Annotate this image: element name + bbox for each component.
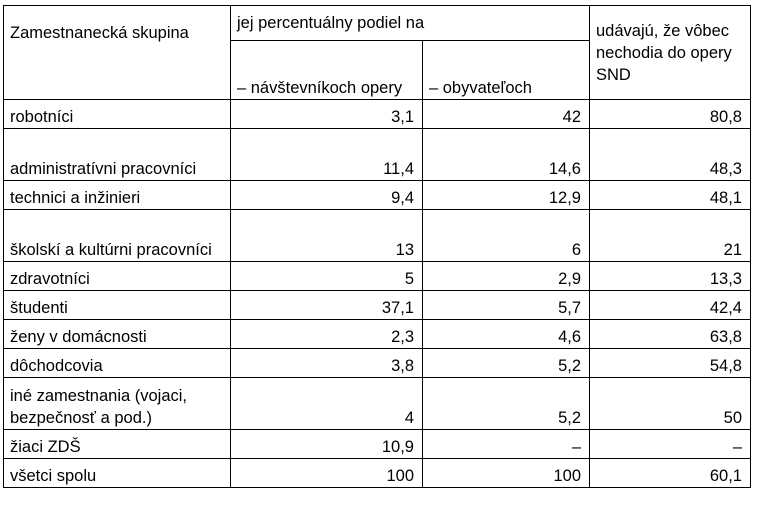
table-row [4,129,751,181]
residents-cell: 14,6 [423,129,590,181]
never-cell: 48,1 [590,181,751,210]
table-row [4,291,751,320]
header-row [4,6,751,41]
residents-cell: 5,2 [423,349,590,378]
table-row [4,430,751,459]
header-never: udávajú, že vôbec nechodia do opery SND [590,6,751,100]
group-cell: iné zamestnania (vojaci, bezpečnosť a pod.) [4,378,231,430]
visitors-cell: 100 [231,459,423,488]
visitors-cell: 3,8 [231,349,423,378]
visitors-cell: 3,1 [231,100,423,129]
never-cell: 80,8 [590,100,751,129]
never-cell: 54,8 [590,349,751,378]
table-row [4,181,751,210]
residents-cell: 4,6 [423,320,590,349]
never-cell: 60,1 [590,459,751,488]
table-row-total [4,459,751,488]
group-cell: žiaci ZDŠ [4,430,231,459]
residents-cell: 100 [423,459,590,488]
table-row [4,320,751,349]
table-row [4,210,751,262]
residents-cell: 12,9 [423,181,590,210]
header-visitors: – návštevníkoch opery [231,41,423,100]
group-cell: všetci spolu [4,459,231,488]
table-row [4,378,751,430]
group-cell: zdravotníci [4,262,231,291]
group-cell: ženy v domácnosti [4,320,231,349]
residents-cell: 5,2 [423,378,590,430]
visitors-cell: 13 [231,210,423,262]
never-cell: 48,3 [590,129,751,181]
table-row [4,349,751,378]
group-cell: školskí a kultúrni pracovníci [4,210,231,262]
never-cell: 21 [590,210,751,262]
residents-cell: 42 [423,100,590,129]
residents-cell: – [423,430,590,459]
visitors-cell: 2,3 [231,320,423,349]
data-table [3,5,751,488]
group-cell: robotníci [4,100,231,129]
residents-cell: 5,7 [423,291,590,320]
group-cell: administratívni pracovníci [4,129,231,181]
visitors-cell: 5 [231,262,423,291]
group-cell: dôchodcovia [4,349,231,378]
never-cell: 50 [590,378,751,430]
visitors-cell: 37,1 [231,291,423,320]
header-residents: – obyvateľoch [423,41,590,100]
visitors-cell: 11,4 [231,129,423,181]
visitors-cell: 10,9 [231,430,423,459]
residents-cell: 6 [423,210,590,262]
group-cell: technici a inžinieri [4,181,231,210]
header-share: jej percentuálny podiel na [231,6,590,41]
never-cell: 13,3 [590,262,751,291]
visitors-cell: 4 [231,378,423,430]
never-cell: 63,8 [590,320,751,349]
group-cell: študenti [4,291,231,320]
never-cell: 42,4 [590,291,751,320]
residents-cell: 2,9 [423,262,590,291]
table-row [4,262,751,291]
never-cell: – [590,430,751,459]
visitors-cell: 9,4 [231,181,423,210]
header-group: Zamestnanecká skupina [4,6,231,100]
table-row [4,100,751,129]
